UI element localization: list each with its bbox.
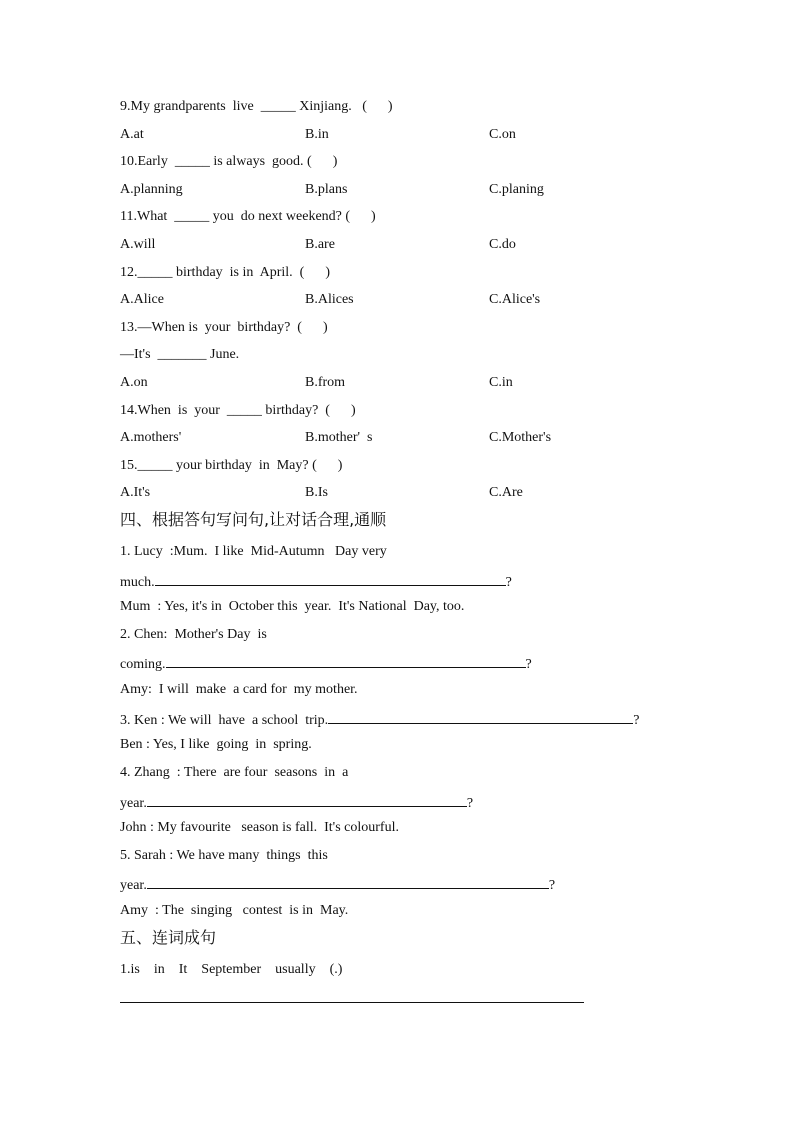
option-c: C.on (489, 127, 516, 142)
answer-blank[interactable] (155, 571, 506, 586)
option-a: A.on (120, 375, 148, 390)
dialogue-4-tail: year. (120, 796, 147, 811)
question-mark: ? (633, 713, 640, 728)
option-c: C.Alice's (489, 292, 541, 307)
dialogue-2-tail: coming. (120, 657, 166, 672)
option-a: A.mothers' (120, 430, 182, 445)
dialogue-4-line: 4. Zhang : There are four seasons in a (120, 765, 349, 780)
dialogue-2-answer-line (120, 653, 532, 674)
dialogue-4-answer-line (120, 792, 473, 813)
option-c: C.Mother's (489, 430, 552, 445)
dialogue-4-reply: John : My favourite season is fall. It's colourful. (120, 820, 399, 835)
dialogue-5-answer-line (120, 874, 555, 895)
question-15: 15._____ your birthday in May? ( ) (120, 458, 343, 473)
dialogue-2-line: 2. Chen: Mother's Day is (120, 627, 267, 642)
dialogue-1-tail: much. (120, 575, 155, 590)
dialogue-3-reply: Ben : Yes, I like going in spring. (120, 737, 312, 752)
dialogue-1-line: 1. Lucy :Mum. I like Mid-Autumn Day very (120, 544, 387, 559)
option-a: A.It's (120, 485, 151, 500)
question-11: 11.What _____ you do next weekend? ( ) (120, 209, 376, 224)
dialogue-3-line (120, 709, 639, 730)
dialogue-1-answer-line (120, 571, 512, 592)
sentence-1-words: 1.is in It September usually (.) (120, 962, 343, 977)
question-12: 12._____ birthday is in April. ( ) (120, 265, 330, 280)
option-c: C.planing (489, 182, 544, 197)
dialogue-1-reply: Mum : Yes, it's in October this year. It's National Day, too. (120, 599, 465, 614)
answer-blank[interactable] (166, 653, 526, 668)
option-b: B.Is (305, 485, 328, 500)
option-a: A.will (120, 237, 156, 252)
option-c: C.do (489, 237, 516, 252)
dialogue-2-reply: Amy: I will make a card for my mother. (120, 682, 358, 697)
answer-blank[interactable] (147, 792, 467, 807)
option-b: B.from (305, 375, 346, 390)
question-mark: ? (505, 575, 512, 590)
dialogue-5-tail: year. (120, 878, 147, 893)
question-13-reply: —It's _______ June. (120, 347, 240, 362)
option-b: B.Alices (305, 292, 354, 307)
dialogue-5-line: 5. Sarah : We have many things this (120, 848, 328, 863)
option-b: B.are (305, 237, 335, 252)
answer-blank[interactable] (328, 709, 633, 724)
question-mark: ? (525, 657, 532, 672)
option-a: A.at (120, 127, 144, 142)
option-b: B.in (305, 127, 329, 142)
option-b: B.plans (305, 182, 348, 197)
question-13: 13.—When is your birthday? ( ) (120, 320, 328, 335)
option-c: C.in (489, 375, 513, 390)
question-mark: ? (466, 796, 474, 811)
section-5-title: 五、连词成句 (120, 928, 217, 947)
dialogue-3-text: 3. Ken : We will have a school trip. (120, 713, 329, 728)
section-4-title: 四、根据答句写问句,让对话合理,通顺 (120, 510, 387, 529)
answer-line[interactable] (120, 1002, 584, 1003)
question-10: 10.Early _____ is always good. ( ) (120, 154, 338, 169)
question-mark: ? (548, 878, 556, 893)
answer-blank[interactable] (147, 874, 549, 889)
question-14: 14.When is your _____ birthday? ( ) (120, 403, 356, 418)
dialogue-5-reply: Amy : The singing contest is in May. (120, 903, 349, 918)
option-b: B.mother' s (305, 430, 373, 445)
option-c: C.Are (489, 485, 523, 500)
option-a: A.planning (120, 182, 183, 197)
question-9: 9.My grandparents live _____ Xinjiang. ( ) (120, 99, 393, 114)
option-a: A.Alice (120, 292, 164, 307)
